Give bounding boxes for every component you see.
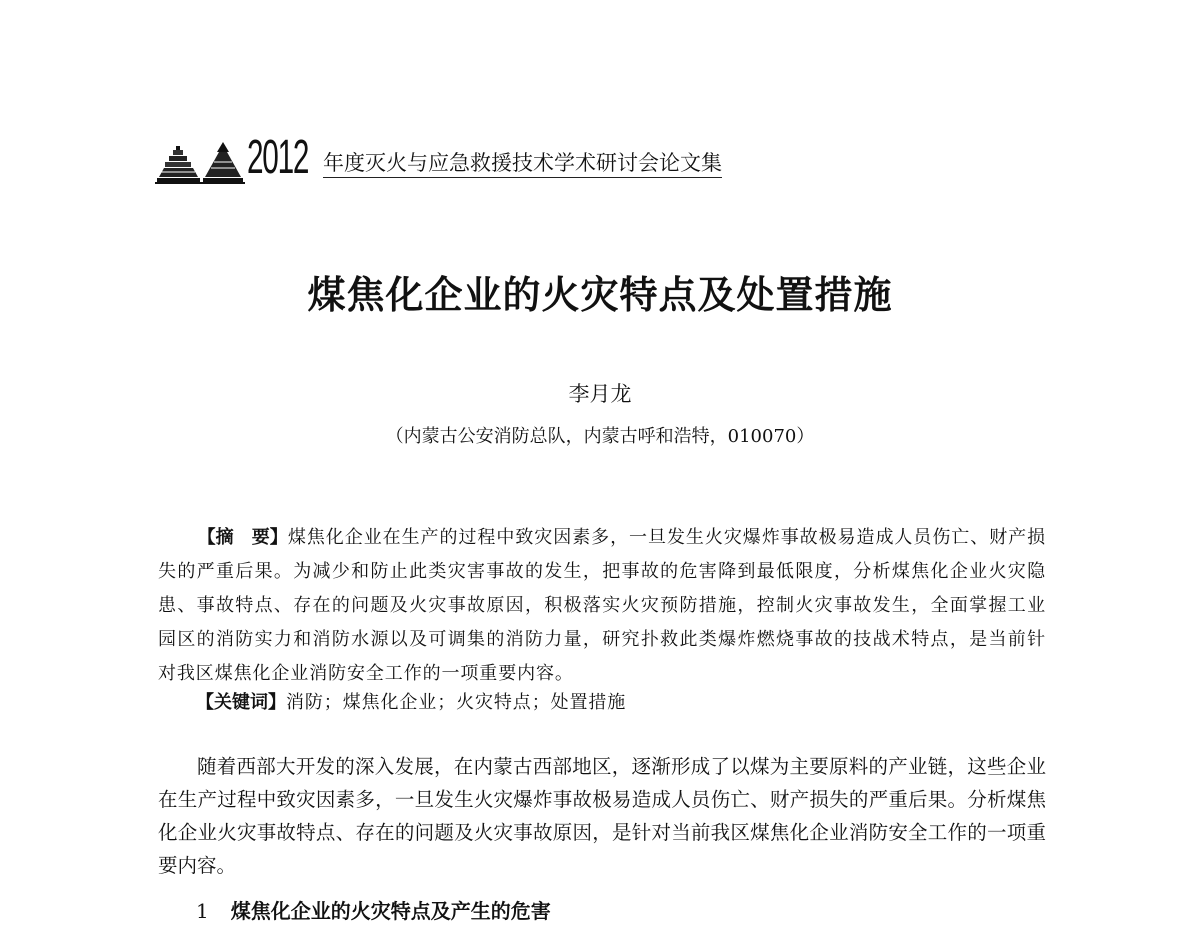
keywords-text: 消防；煤焦化企业；火灾特点；处置措施 bbox=[286, 692, 627, 713]
author-affiliation: （内蒙古公安消防总队，内蒙古呼和浩特，010070） bbox=[385, 426, 815, 447]
body-paragraph: 随着西部大开发的深入发展，在内蒙古西部地区，逐渐形成了以煤为主要原料的产业链，这些企业在生产过程中致灾因素多，一旦发生火灾爆炸事故极易造成人员伤亡、财产损失的严重后果。分析煤焦化企业火灾事故特点、存在的问题及火灾事故原因，是针对当前我区煤焦化企业消防安全工作的一项重要内容。 bbox=[158, 755, 1046, 877]
running-header bbox=[155, 130, 775, 190]
book-logo-icon bbox=[155, 138, 245, 184]
abstract-label: 【摘 要】 bbox=[197, 527, 288, 548]
paper-title: 煤焦化企业的火灾特点及处置措施 bbox=[307, 272, 893, 317]
keywords-label: 【关键词】 bbox=[196, 692, 286, 713]
section-title: 煤焦化企业的火灾特点及产生的危害 bbox=[230, 899, 551, 923]
header-year: 2012 bbox=[247, 131, 309, 184]
section-number: 1 bbox=[196, 899, 209, 923]
abstract-block bbox=[158, 521, 1046, 691]
abstract-text: 煤焦化企业在生产的过程中致灾因素多，一旦发生火灾爆炸事故极易造成人员伤亡、财产损失的严重后果。为减少和防止此类灾害事故的发生，把事故的危害降到最低限度，分析煤焦化企业火灾隐患、事故特点、存在的问题及火灾事故原因，积极落实火灾预防措施，控制火灾事故发生，全面掌握工业园区的消防实力和消防水源以及可调集的消防力量，研究扑救此类爆炸燃烧事故的技战术特点，是当前针对我区煤焦化企业消防安全工作的一项重要内容。 bbox=[158, 527, 1047, 684]
section-heading bbox=[196, 896, 551, 926]
body-text bbox=[158, 750, 1046, 882]
header-conference-title: 年度灭火与应急救援技术学术研讨会论文集 bbox=[323, 150, 722, 178]
author-name: 李月龙 bbox=[568, 382, 632, 406]
keywords-line bbox=[196, 686, 1046, 720]
